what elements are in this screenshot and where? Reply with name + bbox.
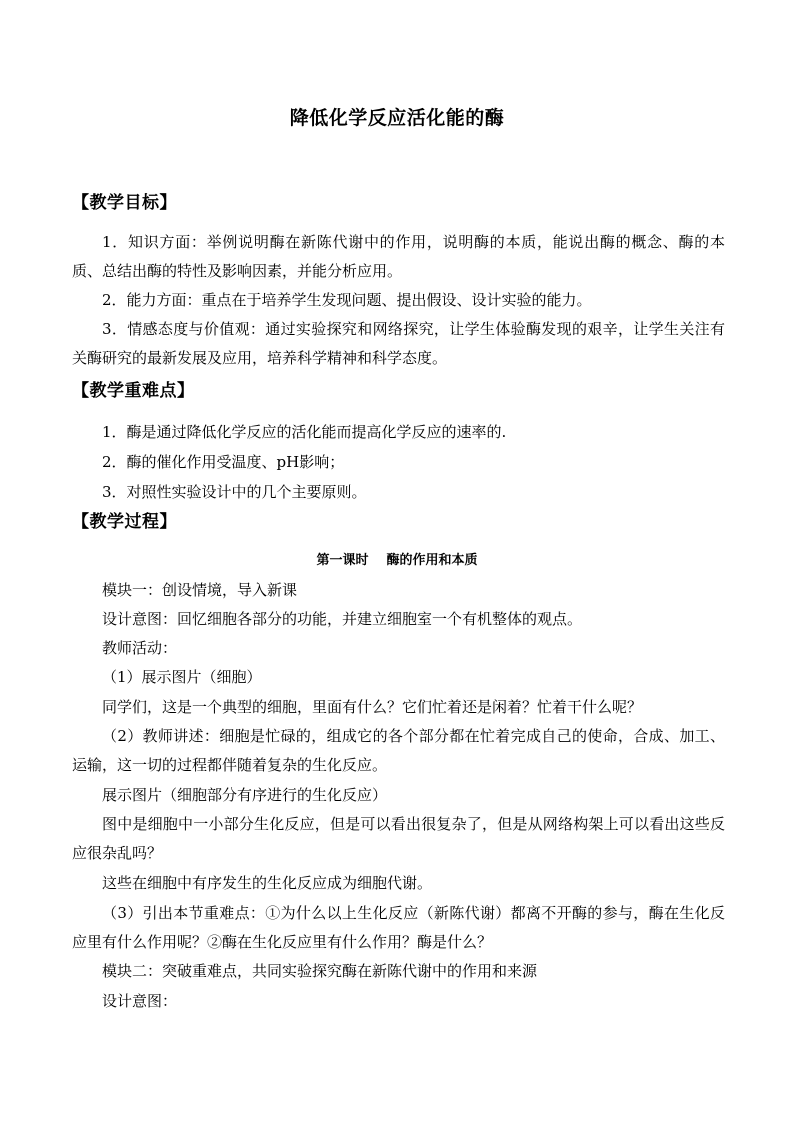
lesson-subtitle: 酶的作用和本质	[386, 553, 478, 568]
goal-item-2: 2．能力方面：重点在于培养学生发现问题、提出假设、设计实验的能力。	[102, 291, 592, 309]
process-paragraph-2: 设计意图：回忆细胞各部分的功能，并建立细胞室一个有机整体的观点。	[102, 610, 583, 628]
process-paragraph-8: 图中是细胞中一小部分生化反应，但是可以看出很复杂了，但是从网络构架上可以看出这些反应很杂乱吗？	[72, 815, 725, 862]
process-paragraph-4: （1）展示图片（细胞）	[102, 668, 262, 686]
process-paragraph-11: 模块二：突破重难点，共同实验探究酶在新陈代谢中的作用和来源	[102, 962, 538, 980]
key-point-item-2: 2．酶的催化作用受温度、pH影响；	[102, 453, 345, 471]
section-heading-goals: 【教学目标】	[72, 193, 177, 213]
process-paragraph-9: 这些在细胞中有序发生的生化反应成为细胞代谢。	[102, 874, 433, 892]
lesson-title: 第一课时	[316, 553, 369, 568]
process-paragraph-12: 设计意图：	[102, 992, 178, 1010]
lesson-heading	[0, 552, 794, 570]
process-paragraph-7: 展示图片（细胞部分有序进行的生化反应）	[102, 786, 388, 804]
process-paragraph-6: （2）教师讲述：细胞是忙碌的，组成它的各个部分都在忙着完成自己的使命，合成、加工、运输，这一切的过程都伴随着复杂的生化反应。	[72, 727, 725, 774]
goal-item-3: 3．情感态度与价值观：通过实验探究和网络探究，让学生体验酶发现的艰辛，让学生关注有关酶研究的最新发展及应用，培养科学精神和科学态度。	[72, 320, 725, 367]
document-title: 降低化学反应活化能的酶	[289, 107, 505, 129]
process-paragraph-1: 模块一：创设情境，导入新课	[102, 581, 298, 599]
section-heading-process: 【教学过程】	[72, 512, 177, 532]
goal-item-1: 1．知识方面：举例说明酶在新陈代谢中的作用，说明酶的本质，能说出酶的概念、酶的本质、总结出酶的特性及影响因素，并能分析应用。	[72, 233, 725, 280]
process-paragraph-5: 同学们，这是一个典型的细胞，里面有什么？它们忙着还是闲着？忙着干什么呢？	[102, 698, 643, 716]
process-paragraph-10: （3）引出本节重难点：①为什么以上生化反应（新陈代谢）都离不开酶的参与，酶在生化反应里有什么作用呢？②酶在生化反应里有什么作用？酶是什么？	[72, 904, 725, 951]
section-heading-key-points: 【教学重难点】	[72, 381, 195, 401]
key-point-item-1: 1．酶是通过降低化学反应的活化能而提高化学反应的速率的.	[102, 423, 507, 441]
process-paragraph-3: 教师活动：	[102, 639, 178, 657]
key-point-item-3: 3．对照性实验设计中的几个主要原则。	[102, 483, 367, 501]
